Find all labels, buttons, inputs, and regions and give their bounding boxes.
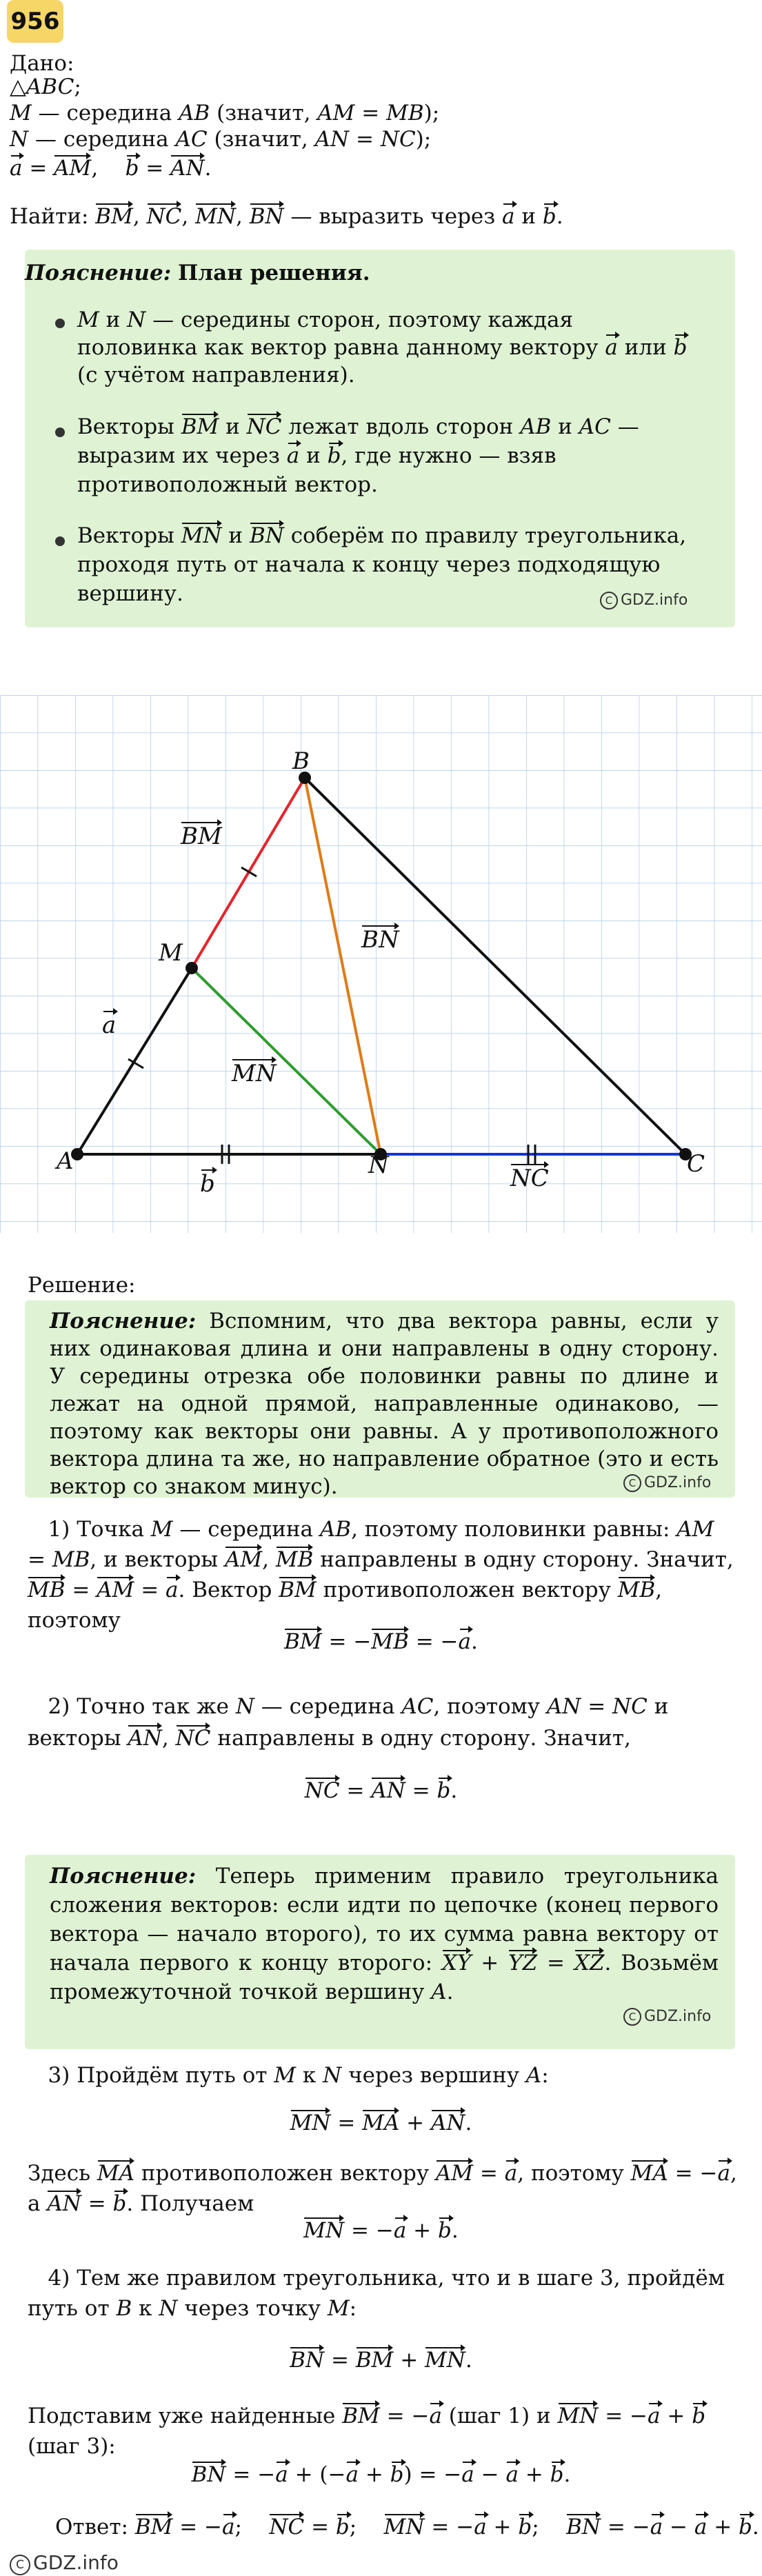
bullet-icon [55, 319, 65, 328]
step3-intro: 3) Пройдём путь от M к N через вершину A: [28, 2063, 549, 2088]
label-vector-a: a [102, 1012, 117, 1039]
plan-bullet-2: Векторы BM и NC лежат вдоль сторон AB и AC — выразим их через a и b, где нужно — взяв противоположный вектор. [77, 414, 639, 497]
label-b: B [292, 747, 310, 775]
explain2-label: Пояснение: [50, 1864, 197, 1889]
label-n: N [368, 1151, 389, 1179]
watermark-text: GDZ.info [621, 592, 688, 609]
given-m-line: M — середина AB (значит, AM = MB); [10, 101, 440, 125]
watermark-explain2: C GDZ.info [623, 2008, 711, 2026]
plan-heading-label: Пояснение: [25, 261, 172, 285]
given-triangle: △ABC; [10, 74, 81, 99]
point-m [186, 962, 198, 974]
bullet-icon [55, 427, 65, 437]
copyright-icon: C [623, 1474, 641, 1492]
watermark-footer: C GDZ.info [10, 2551, 119, 2575]
triangle-symbol: △ [10, 74, 26, 99]
watermark-explain1: C GDZ.info [623, 1474, 711, 1492]
copyright-icon: C [10, 2555, 30, 2575]
step2-formula: NC = AN = b. [304, 1778, 458, 1803]
explain1-text [50, 1307, 719, 1500]
label-vector-bm: BM [181, 823, 222, 850]
copyright-icon: C [600, 592, 618, 610]
step3-text: Здесь MA противоположен вектору AM = a, поэтому MA = −a, а AN = b. Получаем [28, 2161, 737, 2216]
label-m: M [159, 939, 183, 967]
step1-text: 1) Точка M — середина AB, поэтому половинки равны: AM = MB, и векторы AM, MB направлены в одну сторону. Значит, MB = AM = a. Вектор BM противоположен вектору MB, поэтому [28, 1517, 734, 1633]
plan-heading-title: План решения. [178, 261, 370, 285]
step3-formula2: MN = −a + b. [303, 2218, 459, 2243]
label-vector-nc: NC [510, 1165, 549, 1192]
given-n-line: N — середина AC (значит, AN = NC); [10, 127, 432, 152]
step3-formula1: MN = MA + AN. [290, 2111, 472, 2135]
answer-line: Ответ: BM = −a; NC = b; MN = −a + b; BN = −a − a + b. [55, 2515, 759, 2539]
label-vector-mn: MN [232, 1060, 277, 1087]
copyright-icon: C [623, 2008, 641, 2026]
given-label: Дано: [10, 51, 74, 76]
step4-text: Подставим уже найденные BM = −a (шаг 1) и MN = −a + b (шаг 3): [28, 2404, 706, 2459]
find-line: Найти: BM, NC, MN, BN — выразить через a и b. [10, 204, 563, 229]
plan-bullet-1: M и N — середины сторон, поэтому каждая половинка как вектор равна данному вектору a или b (с учётом направления). [77, 308, 688, 388]
plan-heading [25, 261, 370, 285]
label-a: A [57, 1147, 74, 1175]
plan-bullet-3: Векторы MN и BN соберём по правилу треугольника, проходя путь от начала к концу через подходящую вершину. [77, 523, 687, 606]
explain1-label: Пояснение: [50, 1309, 197, 1334]
solution-label: Решение: [28, 1273, 136, 1298]
bullet-icon [55, 536, 65, 546]
problem-number-badge: 956 [7, 0, 63, 43]
given-vectors-line: a = AM, b = AN. [10, 156, 212, 181]
explain1-body: Вспомним, что два вектора равны, если у них одинаковая длина и они направлены в одну сторону. У середины отрезка обе половинки равны по длине и лежат на одной прямой, направленные одинаково, — поэтому как векторы они равны. А у противоположного вектора длина та же, но направление обратное (это и есть вектор со знаком минус). [50, 1309, 719, 1499]
step4-formula1: BN = BM + MN. [290, 2348, 472, 2373]
step4-formula2: BN = −a + (−a + b) = −a − a + b. [191, 2462, 571, 2487]
label-c: C [687, 1150, 705, 1178]
label-vector-b: b [200, 1170, 215, 1198]
label-vector-bn: BN [361, 926, 399, 954]
step1-formula: BM = −MB = −a. [284, 1629, 478, 1654]
watermark-plan [600, 592, 688, 610]
explain2-text: Пояснение: Теперь применим правило треугольника сложения векторов: если идти по цепочке (конец первого вектора — начало второго), то их сумма равна вектору от начала первого к концу второго: XY + YZ = XZ. Возьмём промежуточной точкой вершину A. [50, 1864, 719, 2004]
step2-text: 2) Точно так же N — середина AC, поэтому AN = NC и векторы AN, NC направлены в одну сторону. Значит, [28, 1694, 669, 1751]
step4-intro: 4) Тем же правилом треугольника, что и в шаге 3, пройдём путь от B к N через точку M: [28, 2266, 725, 2321]
